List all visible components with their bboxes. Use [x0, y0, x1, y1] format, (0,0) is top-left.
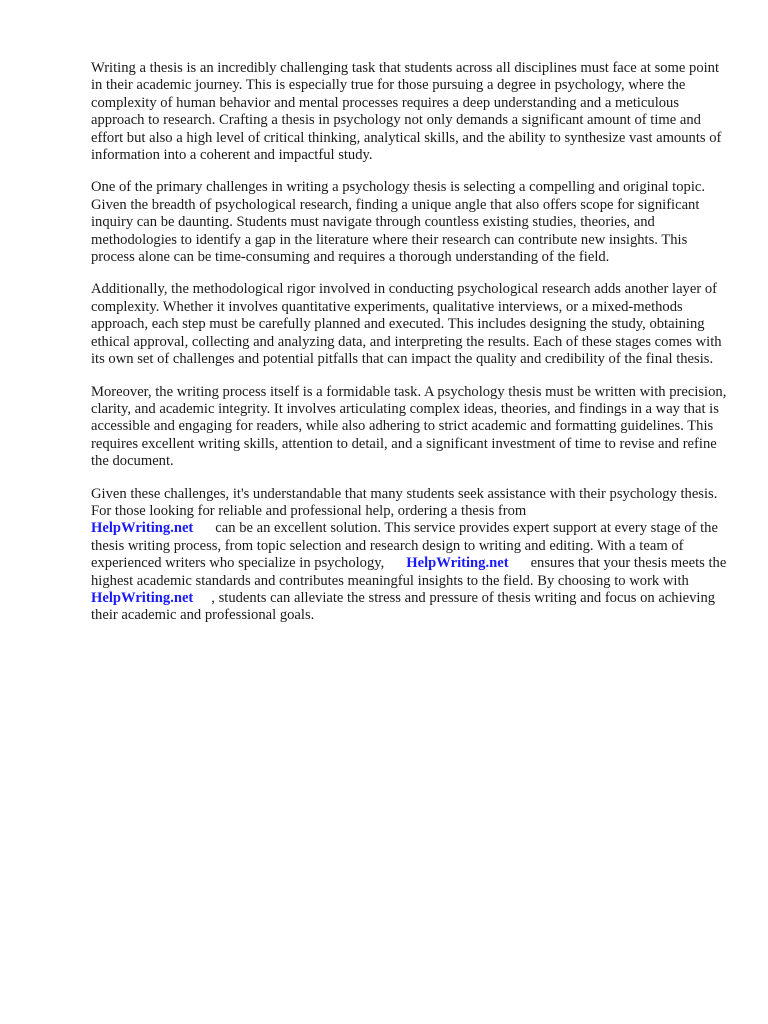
paragraph-5-text-2: can be an excellent solution. This service provides expert support at every stage of the thesis writing process, from topic selection and research design to writing and editing. With a team of experienced writers who specialize in psychology, — [91, 520, 718, 572]
paragraph-4: Moreover, the writing process itself is a formidable task. A psychology thesis must be written with precision, clarity, and academic integrity. It involves articulating complex ideas, theories, and findings in a way that is accessible and engaging for readers, while also adhering to strict academic and formatting guidelines. This requires excellent writing skills, attention to detail, and a significant investment of time to revise and refine the document. — [91, 383, 727, 470]
helpwriting-link-1[interactable]: HelpWriting.net — [91, 520, 194, 537]
paragraph-3: Additionally, the methodological rigor involved in conducting psychological research adds another layer of complexity. Whether it involves quantitative experiments, qualitative interviews, or a mixed-methods approach, each step must be carefully planned and executed. This includes designing the study, obtaining ethical approval, collecting and analyzing data, and interpreting the results. Each of these stages comes with its own set of challenges and potential pitfalls that can impact the quality and credibility of the final thesis. — [91, 281, 722, 368]
helpwriting-link-2[interactable]: HelpWriting.net — [406, 555, 509, 572]
paragraph-5 — [91, 486, 727, 625]
paragraph-5-text-4: , students can alleviate the stress and pressure of thesis writing and focus on achieving their academic and professional goals. — [91, 589, 716, 624]
helpwriting-link-3[interactable]: HelpWriting.net — [91, 589, 194, 606]
paragraph-5-text-3: ensures that your thesis meets the highest academic standards and contributes meaningful insights to the field. By choosing to work with — [91, 555, 727, 589]
document-body — [91, 60, 727, 640]
paragraph-2: One of the primary challenges in writing a psychology thesis is selecting a compelling and original topic. Given the breadth of psychological research, finding a unique angle that also offers scope for significant inquiry can be daunting. Students must navigate through countless existing studies, theories, and methodologies to identify a gap in the literature where their research can contribute new insights. This process alone can be time-consuming and requires a thorough understanding of the field. — [91, 179, 706, 266]
paragraph-1: Writing a thesis is an incredibly challenging task that students across all disciplines must face at some point in their academic journey. This is especially true for those pursuing a degree in psychology, where the complexity of human behavior and mental processes requires a deep understanding and a meticulous approach to research. Crafting a thesis in psychology not only demands a significant amount of time and effort but also a high level of critical thinking, analytical skills, and the ability to synthesize vast amounts of information into a coherent and impactful study. — [91, 60, 722, 164]
paragraph-5-text-1: Given these challenges, it's understandable that many students seek assistance with their psychology thesis. For those looking for reliable and professional help, ordering a thesis from — [91, 485, 718, 519]
